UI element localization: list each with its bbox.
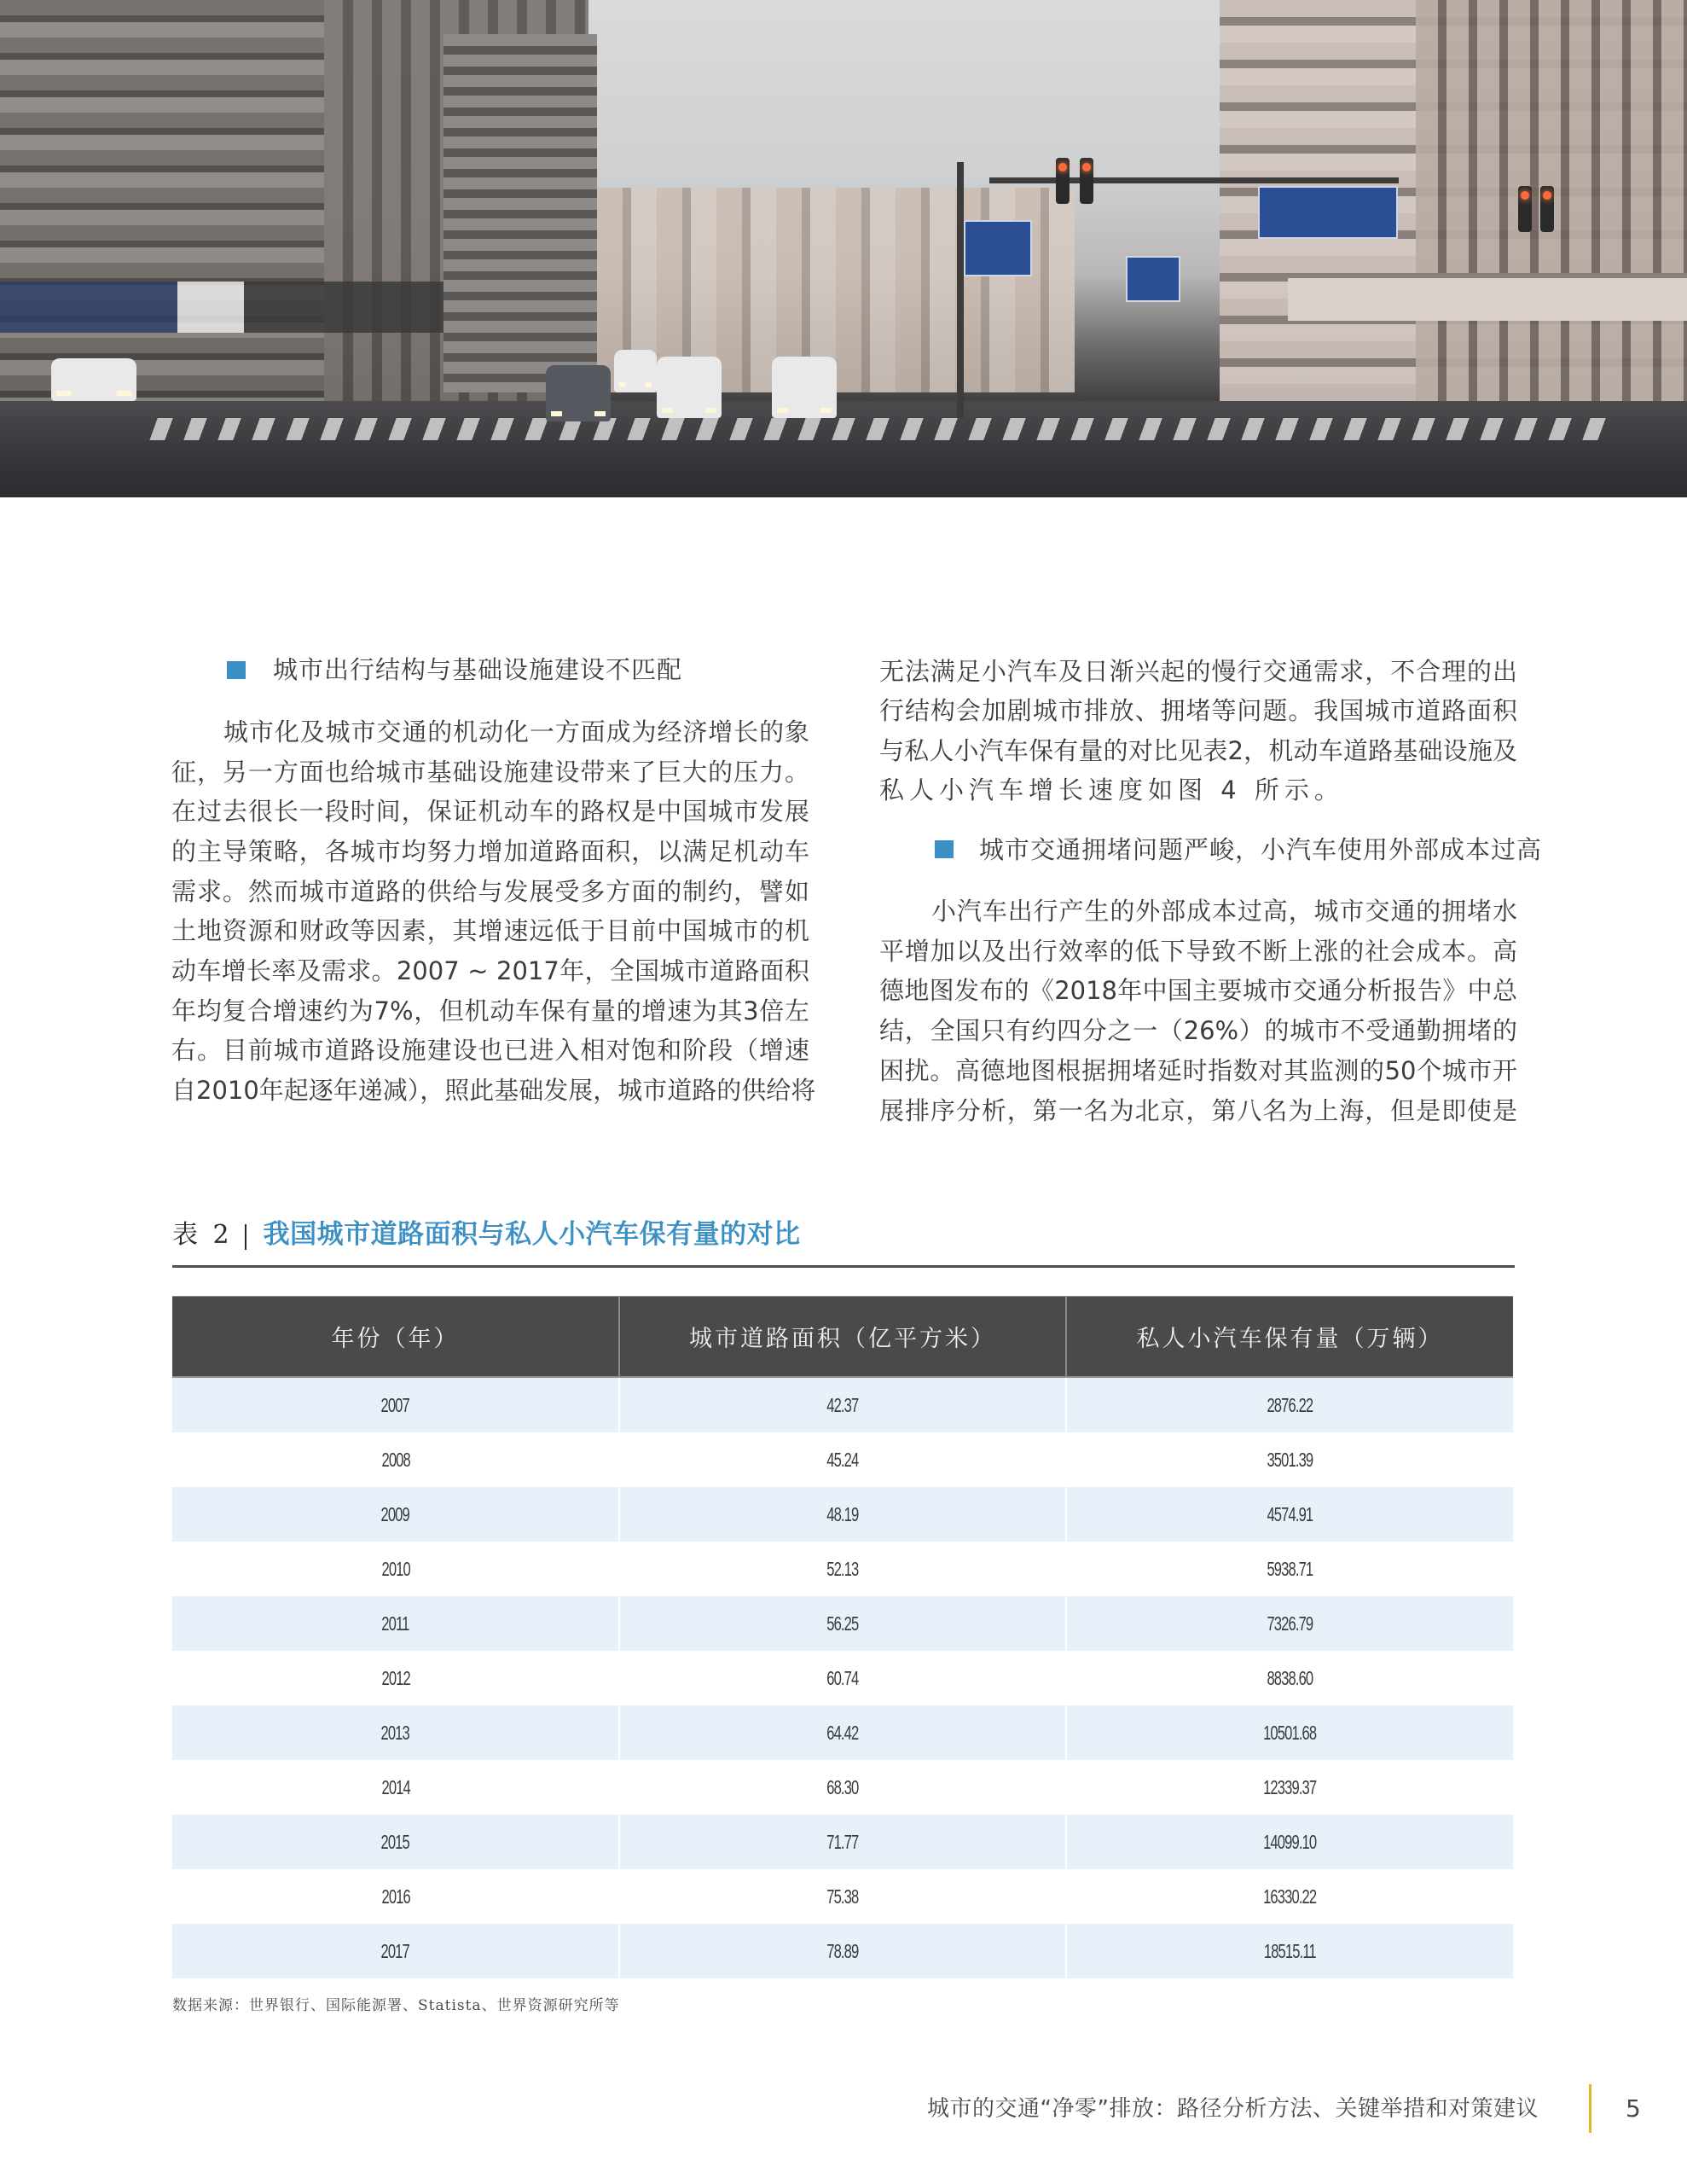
cell-private-cars: 16330.22 — [1066, 1869, 1513, 1924]
cell-road-area: 71.77 — [619, 1815, 1066, 1869]
paragraph-line: 德地图发布的《2018年中国主要城市交通分析报告》中总 — [879, 976, 1517, 1005]
cell-private-cars: 8838.60 — [1066, 1651, 1513, 1705]
page-number: 5 — [1626, 2094, 1641, 2123]
cell-private-cars: 2876.22 — [1066, 1377, 1513, 1432]
paragraph-line: 无法满足小汽车及日渐兴起的慢行交通需求，不合理的出 — [879, 657, 1517, 686]
cell-road-area: 48.19 — [619, 1487, 1066, 1542]
table-row — [172, 1651, 1513, 1705]
traffic-light-icon — [1080, 158, 1093, 204]
paragraph-line: 平增加以及出行效率的低下导致不断上涨的社会成本。高 — [879, 937, 1517, 966]
cell-year: 2014 — [172, 1760, 619, 1815]
table-title: 我国城市道路面积与私人小汽车保有量的对比 — [263, 1219, 801, 1250]
cell-year: 2008 — [172, 1432, 619, 1487]
paragraph-line: 在过去很长一段时间，保证机动车的路权是中国城市发展 — [171, 797, 809, 826]
road-area-vs-cars-table — [172, 1296, 1513, 1978]
caption-rule — [172, 1265, 1515, 1268]
cell-road-area: 52.13 — [619, 1542, 1066, 1596]
cell-private-cars: 12339.37 — [1066, 1760, 1513, 1815]
road-sign — [1126, 256, 1180, 302]
car — [772, 357, 837, 418]
cell-road-area: 78.89 — [619, 1924, 1066, 1978]
paragraph-line: 征，另一方面也给城市基础设施建设带来了巨大的压力。 — [171, 758, 809, 787]
table-row — [172, 1377, 1513, 1432]
cell-private-cars: 10501.68 — [1066, 1705, 1513, 1760]
paragraph-line: 与私人小汽车保有量的对比见表2，机动车道路基础设施及 — [879, 736, 1517, 765]
building-left-3 — [443, 34, 597, 392]
cell-year: 2013 — [172, 1705, 619, 1760]
table-row — [172, 1542, 1513, 1596]
cell-year: 2012 — [172, 1651, 619, 1705]
table-row — [172, 1432, 1513, 1487]
traffic-pole — [957, 162, 964, 418]
road-sign — [1258, 186, 1398, 239]
cell-road-area: 60.74 — [619, 1651, 1066, 1705]
section-bullet-icon — [935, 840, 954, 858]
cell-year: 2009 — [172, 1487, 619, 1542]
paragraph-line: 结，全国只有约四分之一（26%）的城市不受通勤拥堵的 — [879, 1016, 1517, 1045]
cell-road-area: 56.25 — [619, 1596, 1066, 1651]
car — [546, 365, 611, 421]
car — [51, 358, 136, 401]
paragraph-line: 私人小汽车增长速度如图 4 所示。 — [879, 775, 1344, 804]
paragraph-line: 需求。然而城市道路的供给与发展受多方面的制约，譬如 — [171, 877, 809, 906]
cell-private-cars: 4574.91 — [1066, 1487, 1513, 1542]
paragraph-line: 右。目前城市道路设施建设也已进入相对饱和阶段（增速 — [171, 1036, 809, 1065]
cell-private-cars: 7326.79 — [1066, 1596, 1513, 1651]
table-row — [172, 1815, 1513, 1869]
cell-private-cars: 3501.39 — [1066, 1432, 1513, 1487]
paragraph-line: 的主导策略，各城市均努力增加道路面积，以满足机动车 — [171, 837, 809, 866]
hero-photo — [0, 0, 1687, 497]
table-row — [172, 1924, 1513, 1978]
traffic-arm — [989, 177, 1399, 183]
cell-year: 2011 — [172, 1596, 619, 1651]
building-left — [0, 0, 324, 427]
column-header-private-cars: 私人小汽车保有量（万辆） — [1066, 1297, 1513, 1378]
cell-road-area: 45.24 — [619, 1432, 1066, 1487]
paragraph-line: 年均复合增速约为7%，但机动车保有量的增速为其3倍左 — [171, 996, 809, 1025]
paragraph-line: 动车增长率及需求。2007 ~ 2017年，全国城市道路面积 — [171, 956, 809, 985]
column-header-year: 年份（年） — [172, 1297, 619, 1378]
table-row — [172, 1869, 1513, 1924]
cell-year: 2015 — [172, 1815, 619, 1869]
crosswalk — [149, 418, 1607, 440]
table-row — [172, 1487, 1513, 1542]
car — [657, 357, 722, 418]
paragraph-line: 自2010年起逐年递减），照此基础发展，城市道路的供给将 — [171, 1076, 816, 1105]
cell-road-area: 75.38 — [619, 1869, 1066, 1924]
section-heading-infrastructure: 城市出行结构与基础设施建设不匹配 — [273, 655, 683, 684]
table-row — [172, 1705, 1513, 1760]
cell-year: 2010 — [172, 1542, 619, 1596]
paragraph-line: 困扰。高德地图根据拥堵延时指数对其监测的50个城市开 — [879, 1056, 1517, 1085]
table-label: 表 2 — [172, 1220, 233, 1250]
paragraph-line: 土地资源和财政等因素，其增速远低于目前中国城市的机 — [171, 916, 809, 945]
road-sign — [964, 220, 1032, 276]
table-row — [172, 1596, 1513, 1651]
running-title: 城市的交通“净零”排放：路径分析方法、关键举措和对策建议 — [927, 2096, 1539, 2122]
table-source-note: 数据来源：世界银行、国际能源署、Statista、世界资源研究所等 — [172, 1997, 620, 2014]
cell-private-cars: 5938.71 — [1066, 1542, 1513, 1596]
paragraph-line: 展排序分析，第一名为北京，第八名为上海，但是即使是 — [879, 1096, 1517, 1125]
cell-year: 2017 — [172, 1924, 619, 1978]
cell-year: 2016 — [172, 1869, 619, 1924]
traffic-light-icon — [1518, 186, 1532, 232]
traffic-light-icon — [1540, 186, 1554, 232]
cell-private-cars: 14099.10 — [1066, 1815, 1513, 1869]
caption-separator — [245, 1224, 246, 1250]
traffic-light-icon — [1056, 158, 1070, 204]
section-heading-congestion: 城市交通拥堵问题严峻，小汽车使用外部成本过高 — [979, 835, 1543, 864]
section-bullet-icon — [227, 661, 246, 679]
paragraph-line: 小汽车出行产生的外部成本过高，城市交通的拥堵水 — [931, 897, 1517, 926]
table-caption — [172, 1215, 801, 1254]
table-row — [172, 1760, 1513, 1815]
footer-divider — [1589, 2084, 1591, 2133]
shopfronts-right — [1288, 273, 1687, 321]
column-header-road-area: 城市道路面积（亿平方米） — [619, 1297, 1066, 1378]
road — [0, 401, 1687, 497]
cell-road-area: 64.42 — [619, 1705, 1066, 1760]
paragraph-line: 行结构会加剧城市排放、拥堵等问题。我国城市道路面积 — [879, 696, 1517, 725]
cell-road-area: 68.30 — [619, 1760, 1066, 1815]
paragraph-line: 城市化及城市交通的机动化一方面成为经济增长的象 — [223, 717, 809, 746]
shopfronts-left — [0, 282, 443, 333]
cell-private-cars: 18515.11 — [1066, 1924, 1513, 1978]
car — [614, 350, 657, 392]
table-header-row — [172, 1297, 1513, 1378]
cell-year: 2007 — [172, 1377, 619, 1432]
cell-road-area: 42.37 — [619, 1377, 1066, 1432]
